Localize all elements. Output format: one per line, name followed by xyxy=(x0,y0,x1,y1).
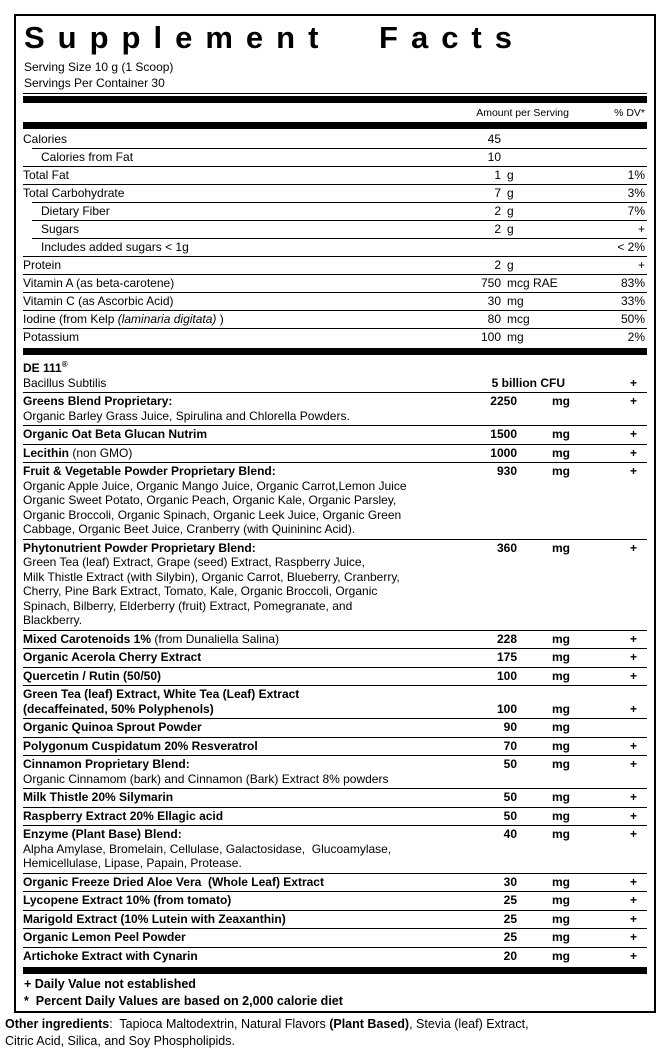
nutrient-unit: mg xyxy=(507,330,524,344)
blend-row xyxy=(23,893,647,908)
blend-sub-line: Organic Broccoli, Organic Spinach, Organic Leek Juice, Organic Green xyxy=(23,507,402,522)
blend-amount: 50 xyxy=(503,790,517,804)
nutrient-name: Iodine (from Kelp (laminaria digitata) ) xyxy=(23,312,224,326)
blend-unit: mg xyxy=(552,464,570,478)
blend-sub-line: Cabbage, Organic Beet Juice, Cranberry (with Quinininc Acid). xyxy=(23,522,356,536)
blend-dv: + xyxy=(629,650,637,664)
blend-dv: + xyxy=(629,930,637,944)
blend-amount: 360 xyxy=(496,540,517,555)
nutrient-amount: 2 xyxy=(494,258,501,272)
nutrient-dv: 50% xyxy=(620,312,645,326)
blend-amount: 175 xyxy=(496,650,517,664)
blend-sub-line: Spinach, Bilberry, Elderberry (fruit) Extract, Pomegranate, and xyxy=(23,598,353,613)
blend-name: Organic Acerola Cherry Extract xyxy=(23,650,202,664)
blend-block xyxy=(23,392,647,425)
nutrient-name-italic: (laminaria digitata) xyxy=(117,312,217,326)
nutrient-dv: 83% xyxy=(620,276,645,290)
footnote-daily-value: + Daily Value not established xyxy=(24,977,196,991)
nutrient-name: Protein xyxy=(23,258,62,272)
blend-unit: mg xyxy=(552,445,570,460)
blend-sub-line: Milk Thistle Extract (with Silybin), Organic Carrot, Blueberry, Cranberry, xyxy=(23,569,400,584)
nutrient-dv: 2% xyxy=(627,330,645,344)
supplement-facts-label xyxy=(14,14,656,1013)
blend-dv: + xyxy=(629,893,637,907)
blend-unit: mg xyxy=(552,394,570,408)
blend-row xyxy=(23,650,647,665)
blend-name: Organic Quinoa Sprout Powder xyxy=(23,720,202,734)
blend-unit: mg xyxy=(552,720,570,734)
nutrient-name: Vitamin C (as Ascorbic Acid) xyxy=(23,294,174,308)
blend-dv: + xyxy=(629,427,637,441)
blend-amount: 25 xyxy=(503,911,517,926)
blend-name: Artichoke Extract with Cynarin xyxy=(23,948,198,963)
nutrient-name: Calories from Fat xyxy=(41,150,134,164)
nutrient-unit: g xyxy=(507,186,514,200)
nutrient-name: Potassium xyxy=(23,330,80,344)
blend-pre-line: Green Tea (leaf) Extract, White Tea (Leaf) Extract xyxy=(23,687,300,701)
nutrient-unit: g xyxy=(507,204,514,218)
blend-block xyxy=(23,685,647,718)
blend-dv: + xyxy=(629,375,637,390)
blend-dv: + xyxy=(629,911,637,926)
blend-block xyxy=(23,462,647,539)
amount-column-header: Amount per Serving xyxy=(476,107,569,119)
blend-dv: + xyxy=(629,874,637,889)
blend-name: Enzyme (Plant Base) Blend: xyxy=(23,827,182,841)
blend-dv: + xyxy=(629,790,637,804)
blend-block xyxy=(23,630,647,649)
blend-unit: mg xyxy=(552,893,570,907)
blend-name: Quercetin / Rutin (50/50) xyxy=(23,668,162,683)
blend-amount: 70 xyxy=(503,738,517,753)
blend-name: Raspberry Extract 20% Ellagic acid xyxy=(23,808,224,823)
blend-name: Polygonum Cuspidatum 20% Resveratrol xyxy=(23,738,258,753)
blend-unit: mg xyxy=(552,738,570,753)
nutrient-row xyxy=(23,328,647,346)
blend-row xyxy=(23,875,647,890)
nutrient-name: Includes added sugars < 1g xyxy=(41,240,189,254)
blend-block xyxy=(23,444,647,463)
blend-name: Greens Blend Proprietary: xyxy=(23,394,173,408)
dv-column-header: % DV* xyxy=(614,107,645,119)
blend-row xyxy=(23,632,647,647)
blend-amount: 30 xyxy=(503,874,517,889)
nutrient-row xyxy=(23,274,647,292)
blend-dv: + xyxy=(629,445,637,460)
registered-trademark-mark: ® xyxy=(61,360,68,369)
blend-amount: 25 xyxy=(503,930,517,944)
blend-unit: mg xyxy=(552,757,570,771)
nutrient-dv: 33% xyxy=(620,294,645,308)
nutrient-name: Total Carbohydrate xyxy=(23,186,125,200)
blend-unit: mg xyxy=(552,790,570,804)
blend-block xyxy=(23,357,647,392)
divider-bar xyxy=(23,967,647,974)
blend-sub-line: Organic Sweet Potato, Organic Peach, Organic Kale, Organic Parsley, xyxy=(23,493,397,507)
servings-per-container: Servings Per Container 30 xyxy=(23,75,647,94)
blend-dv: + xyxy=(629,738,637,753)
blend-dv: + xyxy=(629,701,637,716)
blend-unit: mg xyxy=(552,874,570,889)
blend-sub-line: Cherry, Pine Bark Extract, Tomato, Kale, Organic Broccoli, Organic xyxy=(23,584,378,598)
blend-amount: 930 xyxy=(496,464,517,478)
nutrient-name: Vitamin A (as beta-carotene) xyxy=(23,276,175,290)
blend-amount: 100 xyxy=(496,701,517,716)
nutrition-table xyxy=(23,131,647,346)
other-ingredients xyxy=(5,1016,664,1050)
blend-row xyxy=(23,930,647,945)
blend-sub-line: Organic Apple Juice, Organic Mango Juice, Organic Carrot,Lemon Juice xyxy=(23,478,407,493)
blend-unit: mg xyxy=(552,930,570,944)
blend-amount: 1000 xyxy=(490,445,517,460)
blend-amount: 100 xyxy=(496,668,517,683)
blend-name: Lycopene Extract 10% (from tomato) xyxy=(23,893,232,907)
nutrient-amount: 2 xyxy=(494,204,501,218)
label-title: Supplement Facts xyxy=(24,20,525,55)
blend-unit: mg xyxy=(552,427,570,441)
blend-amount: 50 xyxy=(503,808,517,823)
blend-sub-line: Green Tea (leaf) Extract, Grape (seed) Extract, Raspberry Juice, xyxy=(23,555,365,569)
blend-name: Organic Oat Beta Glucan Nutrim xyxy=(23,427,208,441)
blend-block xyxy=(23,667,647,686)
blend-block xyxy=(23,539,647,630)
blend-name: Marigold Extract (10% Lutein with Zeaxanthin) xyxy=(23,911,286,926)
blend-row xyxy=(23,790,647,805)
blend-name: Lecithin (non GMO) xyxy=(23,445,133,460)
blend-row xyxy=(23,757,647,772)
blend-row xyxy=(23,541,647,556)
blend-row xyxy=(23,702,647,717)
blend-dv: + xyxy=(629,668,637,683)
blend-unit: mg xyxy=(552,668,570,683)
blend-block xyxy=(23,928,647,947)
blend-row xyxy=(23,464,647,479)
blend-block xyxy=(23,788,647,807)
blend-row xyxy=(23,739,647,754)
blend-block xyxy=(23,755,647,788)
blend-block xyxy=(23,891,647,910)
blend-row xyxy=(23,669,647,684)
nutrient-dv: 7% xyxy=(627,204,645,218)
blend-block xyxy=(23,947,647,966)
nutrient-amount: 30 xyxy=(487,294,501,308)
other-ingredients-bold-part: (Plant Based) xyxy=(329,1017,410,1031)
nutrient-row xyxy=(23,131,647,148)
other-ingredients-text: : Tapioca Maltodextrin, Natural Flavors xyxy=(109,1017,330,1031)
blend-unit: mg xyxy=(552,631,570,646)
nutrient-row xyxy=(23,292,647,310)
blend-amount: 2250 xyxy=(490,394,517,408)
blend-name: Fruit & Vegetable Powder Proprietary Blend: xyxy=(23,464,276,478)
blend-name-note: (non GMO) xyxy=(69,445,133,460)
blend-dv: + xyxy=(629,948,637,963)
nutrient-name: Dietary Fiber xyxy=(41,204,110,218)
nutrient-name: Total Fat xyxy=(23,168,70,182)
nutrient-row xyxy=(32,202,647,220)
blend-dv: + xyxy=(629,631,637,646)
divider-bar xyxy=(23,348,647,355)
blend-amount: 40 xyxy=(503,827,517,841)
nutrient-dv: + xyxy=(637,258,645,272)
nutrient-amount: 80 xyxy=(487,312,501,326)
nutrient-amount: 2 xyxy=(494,222,501,236)
blend-block xyxy=(23,873,647,892)
blend-unit: mg xyxy=(552,540,570,555)
blend-block xyxy=(23,425,647,444)
nutrient-dv: < 2% xyxy=(617,240,645,254)
blend-dv: + xyxy=(629,394,637,408)
blend-dv: + xyxy=(629,464,637,478)
nutrient-dv: 3% xyxy=(627,186,645,200)
blend-unit: mg xyxy=(552,911,570,926)
nutrient-unit: mg xyxy=(507,294,524,308)
nutrient-row xyxy=(32,220,647,238)
nutrient-amount: 1 xyxy=(494,168,501,182)
blend-name: Mixed Carotenoids 1% (from Dunaliella Salina) xyxy=(23,631,280,646)
other-ingredients-text-end: , Stevia (leaf) Extract, xyxy=(409,1017,529,1031)
nutrient-amount: 45 xyxy=(487,132,501,146)
blend-dv: + xyxy=(629,808,637,823)
columns-header xyxy=(23,105,647,120)
blend-dv: + xyxy=(629,540,637,555)
blend-pre-line: DE 111® xyxy=(23,360,68,375)
blend-row xyxy=(23,809,647,824)
blend-row xyxy=(23,949,647,964)
nutrient-row xyxy=(23,166,647,184)
blend-row xyxy=(23,912,647,927)
nutrient-row xyxy=(32,238,647,256)
blend-name: (decaffeinated, 50% Polyphenols) xyxy=(23,701,214,716)
blend-name: Organic Lemon Peel Powder xyxy=(23,930,186,944)
blend-name-note: (from Dunaliella Salina) xyxy=(151,631,280,646)
nutrient-amount: 100 xyxy=(480,330,501,344)
nutrient-row xyxy=(23,184,647,202)
nutrient-unit: g xyxy=(507,258,514,272)
blend-dv: + xyxy=(629,827,637,841)
footnote-percent-dv: * Percent Daily Values are based on 2,000 calorie diet xyxy=(24,993,343,1008)
blend-unit: mg xyxy=(552,701,570,716)
other-ingredients-line2: Citric Acid, Silica, and Soy Phospholipids. xyxy=(5,1034,235,1048)
blend-sub-line: Alpha Amylase, Bromelain, Cellulase, Galactosidase, Glucoamylase, xyxy=(23,841,392,856)
nutrient-unit: mcg RAE xyxy=(507,276,558,290)
nutrient-name: Sugars xyxy=(41,222,80,236)
nutrient-dv: 1% xyxy=(627,168,645,182)
blend-name: Milk Thistle 20% Silymarin xyxy=(23,790,174,804)
blend-amount: 1500 xyxy=(490,427,517,441)
nutrient-row xyxy=(23,256,647,274)
blend-row xyxy=(23,446,647,461)
blend-unit: mg xyxy=(552,948,570,963)
blend-row xyxy=(23,376,647,391)
other-ingredients-label: Other ingredients xyxy=(5,1017,110,1031)
nutrient-name: Calories xyxy=(23,132,68,146)
divider-bar xyxy=(23,122,647,129)
blend-name: Phytonutrient Powder Proprietary Blend: xyxy=(23,540,256,555)
blend-row xyxy=(23,427,647,442)
nutrient-row xyxy=(23,310,647,328)
blend-block xyxy=(23,718,647,737)
blend-name: Cinnamon Proprietary Blend: xyxy=(23,757,190,771)
nutrient-row xyxy=(32,148,647,166)
blend-amount: 50 xyxy=(503,757,517,771)
blend-row xyxy=(23,827,647,842)
blend-block xyxy=(23,910,647,929)
blend-name: Bacillus Subtilis xyxy=(23,375,107,390)
nutrient-dv: + xyxy=(637,222,645,236)
blend-row xyxy=(23,720,647,735)
blend-amount: 20 xyxy=(503,948,517,963)
blend-amount: 5 billion CFU xyxy=(491,375,565,390)
blend-amount: 228 xyxy=(496,631,517,646)
blend-unit: mg xyxy=(552,650,570,664)
blend-block xyxy=(23,825,647,873)
nutrient-unit: mcg xyxy=(507,312,530,326)
blend-sub-line: Organic Barley Grass Juice, Spirulina and Chlorella Powders. xyxy=(23,408,350,423)
serving-size: Serving Size 10 g (1 Scoop) xyxy=(24,60,174,74)
ingredient-blend-table xyxy=(23,357,647,965)
blend-unit: mg xyxy=(552,827,570,841)
blend-sub-line: Blackberry. xyxy=(23,613,83,627)
blend-block xyxy=(23,807,647,826)
divider-bar xyxy=(23,96,647,103)
nutrient-amount: 7 xyxy=(494,186,501,200)
nutrient-amount: 10 xyxy=(487,150,501,164)
nutrient-unit: g xyxy=(507,168,514,182)
blend-amount: 25 xyxy=(503,893,517,907)
blend-block xyxy=(23,648,647,667)
nutrient-amount: 750 xyxy=(480,276,501,290)
blend-amount: 90 xyxy=(503,720,517,734)
blend-name: Organic Freeze Dried Aloe Vera (Whole Leaf) Extract xyxy=(23,874,324,889)
blend-sub-line: Organic Cinnamom (bark) and Cinnamon (Bark) Extract 8% powders xyxy=(23,771,389,786)
nutrient-unit: g xyxy=(507,222,514,236)
blend-row xyxy=(23,394,647,409)
blend-unit: mg xyxy=(552,808,570,823)
blend-block xyxy=(23,737,647,756)
blend-sub-line: Hemicellulase, Lipase, Papain, Protease. xyxy=(23,856,242,870)
blend-dv: + xyxy=(629,757,637,771)
